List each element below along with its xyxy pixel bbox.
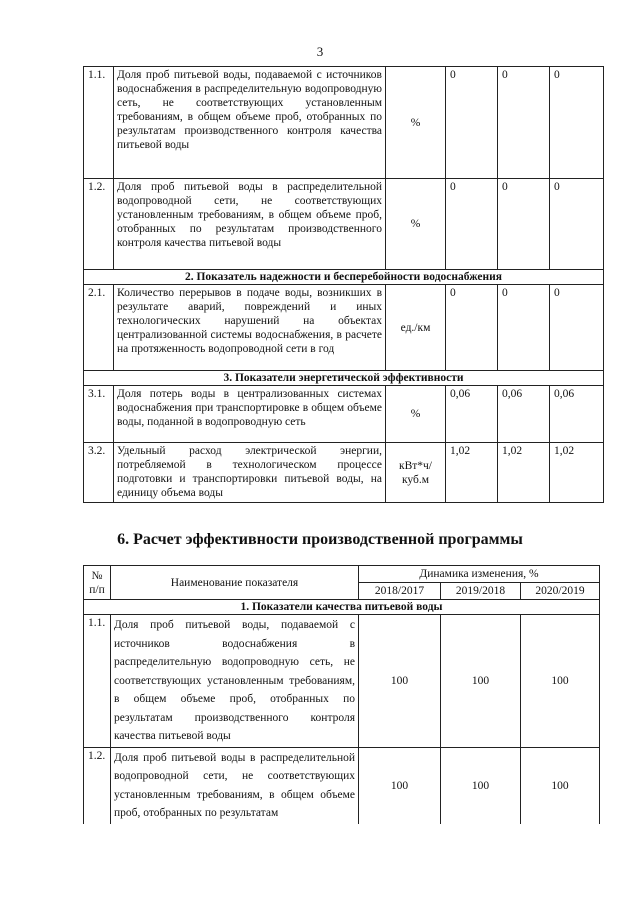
section-title: 3. Показатели энергетической эффективности — [84, 371, 604, 386]
value-cell: 100 — [441, 615, 521, 748]
value-cell: 100 — [521, 747, 600, 824]
value-cell: 0 — [550, 179, 604, 270]
page-number: 3 — [316, 44, 324, 59]
value-cell: 0,06 — [498, 386, 550, 443]
indicator-description: Удельный расход электрической энергии, потребляемой в технологическом процессе подготовки и транспортировки питьевой воды, на единицу объема воды — [114, 443, 386, 503]
value-cell: 100 — [521, 615, 600, 748]
col-number-label: № — [91, 569, 103, 582]
unit-cell: ед./км — [386, 285, 446, 371]
value-cell: 0 — [550, 285, 604, 371]
row-number: 3.2. — [84, 443, 114, 503]
value-cell: 1,02 — [446, 443, 498, 503]
value-cell: 0 — [498, 179, 550, 270]
efficiency-table — [83, 565, 600, 824]
unit-cell: % — [386, 67, 446, 179]
value-cell: 0 — [550, 67, 604, 179]
value-cell: 0 — [446, 285, 498, 371]
table-row — [84, 67, 604, 179]
value-cell: 0,06 — [446, 386, 498, 443]
section-heading: 6. Расчет эффективности производственной программы — [117, 531, 523, 548]
col-name-header: Наименование показателя — [111, 566, 359, 600]
value-cell: 100 — [359, 747, 441, 824]
indicator-description: Доля проб питьевой воды в распределительной водопроводной сети, не соответствующих установленным требованиям, в общем объеме проб, отобранных по результатам производственного контроля качества питьевой воды — [114, 179, 386, 270]
table-row — [84, 443, 604, 503]
indicator-description: Доля проб питьевой воды, подаваемой с источников водоснабжения в распределительную водопроводную сеть, не соответствующих установленным требованиям, в общем объеме проб, отобранных по результатам производственного контроля качества питьевой воды — [114, 67, 386, 179]
section-row — [84, 371, 604, 386]
col-number-label-2: п/п — [89, 583, 105, 596]
value-cell: 0 — [498, 285, 550, 371]
indicator-description: Доля проб питьевой воды в распределительной водопроводной сети, не соответствующих установленным требованиям, в общем объеме проб, отобранных по результатам — [111, 747, 359, 824]
row-number: 3.1. — [84, 386, 114, 443]
unit-cell: % — [386, 179, 446, 270]
period-header: 2018/2017 — [359, 583, 441, 600]
indicator-description: Доля проб питьевой воды, подаваемой с источников водоснабжения в распределительную водопроводную сеть, не соответствующих установленным требованиям, в общем объеме проб, отобранных по результатам производственного контроля качества питьевой воды — [111, 615, 359, 748]
table-row — [84, 747, 600, 824]
row-number: 1.1. — [84, 615, 111, 748]
period-header: 2019/2018 — [441, 583, 521, 600]
section-row — [84, 270, 604, 285]
row-number: 2.1. — [84, 285, 114, 371]
table-row — [84, 285, 604, 371]
value-cell: 1,02 — [550, 443, 604, 503]
section-title: 1. Показатели качества питьевой воды — [84, 600, 600, 615]
row-number: 1.2. — [84, 179, 114, 270]
indicator-description: Доля потерь воды в централизованных системах водоснабжения при транспортировке в общем объеме воды, поданной в водопроводную сеть — [114, 386, 386, 443]
header-row — [84, 566, 600, 583]
col-dynamics-header: Динамика изменения, % — [359, 566, 600, 583]
value-cell: 0 — [446, 179, 498, 270]
section-row — [84, 600, 600, 615]
table-row — [84, 386, 604, 443]
table-row — [84, 179, 604, 270]
value-cell: 0,06 — [550, 386, 604, 443]
unit-cell: кВт*ч/ куб.м — [386, 443, 446, 503]
row-number: 1.2. — [84, 747, 111, 824]
value-cell: 0 — [446, 67, 498, 179]
value-cell: 100 — [441, 747, 521, 824]
section-title: 2. Показатель надежности и бесперебойности водоснабжения — [84, 270, 604, 285]
value-cell: 0 — [498, 67, 550, 179]
value-cell: 1,02 — [498, 443, 550, 503]
unit-cell: % — [386, 386, 446, 443]
table-row — [84, 615, 600, 748]
indicator-description: Количество перерывов в подаче воды, возникших в результате аварий, повреждений и иных технологических нарушений на объектах централизованной системы водоснабжения, в расчете на протяженность водопроводной сети в год — [114, 285, 386, 371]
period-header: 2020/2019 — [521, 583, 600, 600]
row-number: 1.1. — [84, 67, 114, 179]
indicators-table — [83, 66, 604, 503]
value-cell: 100 — [359, 615, 441, 748]
col-number-header — [84, 566, 111, 600]
